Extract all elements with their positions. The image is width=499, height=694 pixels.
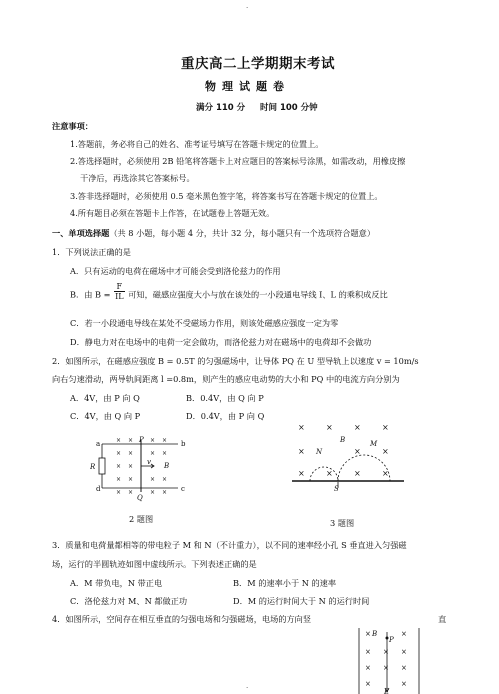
svg-text:×: ×	[383, 648, 389, 656]
fig3-label-S: S	[334, 485, 339, 493]
svg-text:×: ×	[150, 437, 156, 444]
svg-text:×: ×	[401, 680, 407, 688]
fig2-label-Q: Q	[137, 494, 143, 502]
q1-option-a: A．只有运动的电荷在磁场中才可能会受到洛伦兹力的作用	[70, 266, 281, 276]
q2-option-c: C．4V，由 Q 向 P	[70, 411, 141, 421]
svg-text:×: ×	[128, 437, 134, 444]
svg-text:×: ×	[401, 648, 407, 656]
q1-b-prefix: B．由 B =	[70, 289, 111, 300]
q1-option-b	[70, 282, 388, 305]
q1-option-c: C．若一小段通电导线在某处不受磁场力作用，则该处磁感应强度一定为零	[70, 318, 339, 328]
fig3-label-M: M	[370, 440, 378, 448]
svg-text:×: ×	[401, 664, 407, 672]
fig2-crosses	[116, 437, 170, 496]
svg-text:×: ×	[382, 447, 389, 456]
fig2-label-P: P	[139, 436, 144, 444]
header-dot: .	[246, 2, 249, 10]
svg-text:×: ×	[383, 664, 389, 672]
q3-option-a: A．M 带负电，N 带正电	[70, 578, 163, 588]
svg-text:×: ×	[150, 450, 156, 457]
q2-option-a: A．4V，由 P 向 Q	[70, 393, 140, 403]
exam-subtitle: 物理试题卷	[205, 80, 290, 93]
fig2-label-d: d	[96, 485, 101, 493]
figure-q3	[288, 420, 408, 495]
svg-text:×: ×	[128, 463, 134, 470]
note-2: 2.答选择题时，必须使用 2B 铅笔将答题卡上对应题目的答案标号涂黑，如需改动，用橡皮擦	[70, 156, 406, 166]
svg-text:×: ×	[365, 648, 371, 656]
svg-text:×: ×	[298, 447, 305, 456]
fig2-label-B: B	[164, 462, 170, 470]
figure-q3-caption: 3 题图	[330, 518, 355, 528]
notes-heading: 注意事项：	[52, 121, 93, 131]
q4-stem-line-1: 4．如图所示，空间存在相互垂直的匀强电场和匀强磁场，电场的方向竖	[52, 614, 312, 624]
time-info: 时间 100 分钟	[260, 103, 318, 113]
q1-stem: 1．下列说法正确的是	[52, 247, 131, 257]
q3-stem-line-1: 3．质量和电荷量都相等的带电粒子 M 和 N（不计重力），以不同的速率经小孔 S 垂直进入匀强磁	[52, 540, 407, 550]
section-1-heading	[52, 228, 375, 239]
svg-text:×: ×	[298, 469, 305, 478]
fig4-label-B: B	[372, 630, 378, 638]
svg-text:×: ×	[116, 437, 122, 444]
svg-text:×: ×	[128, 489, 134, 496]
q1-b-denominator: IL	[115, 292, 124, 301]
score-info: 满分 110 分	[196, 103, 246, 113]
fig2-label-c: c	[181, 485, 185, 493]
svg-text:×: ×	[162, 476, 168, 483]
svg-text:×: ×	[150, 489, 156, 496]
section-1-label: 一、单项选择题	[52, 228, 110, 238]
note-2-cont: 干净后，再选涂其它答案标号。	[80, 173, 195, 183]
q3-stem-line-2: 场，运行的半圆轨迹如图中虚线所示。下列表述正确的是	[52, 559, 257, 569]
svg-text:×: ×	[354, 447, 361, 456]
svg-text:×: ×	[382, 423, 389, 432]
svg-text:×: ×	[326, 423, 333, 432]
fig3-label-B: B	[340, 436, 346, 444]
q1-b-fraction	[114, 282, 124, 301]
q2-stem-line-1: 2．如图所示，在磁感应强度 B = 0.5T 的匀强磁场中，让导体 PQ 在 U 型导轨上以速度 v = 10m/s	[52, 356, 419, 366]
note-4: 4.所有题目必须在答题卡上作答，在试题卷上答题无效。	[70, 208, 275, 218]
fig3-crosses	[298, 423, 389, 478]
svg-text:×: ×	[116, 476, 122, 483]
q3-option-b: B．M 的速率小于 N 的速率	[233, 578, 337, 588]
svg-text:×: ×	[354, 469, 361, 478]
q3-option-c: C．洛伦兹力对 M、N 都做正功	[70, 596, 188, 606]
figure-q4	[355, 626, 423, 694]
q1-b-numerator: F	[114, 282, 124, 292]
figure-q2	[90, 434, 200, 504]
svg-text:×: ×	[326, 469, 333, 478]
svg-text:×: ×	[365, 630, 371, 638]
fig2-label-R: R	[90, 463, 96, 471]
fig3-label-N: N	[316, 448, 323, 456]
svg-text:×: ×	[128, 450, 134, 457]
q3-option-d: D．M 的运行时间大于 N 的运行时间	[233, 596, 370, 606]
fig4-label-E: E	[384, 688, 390, 694]
figure-q2-caption: 2 题图	[129, 514, 154, 524]
svg-text:×: ×	[365, 664, 371, 672]
exam-title: 重庆高二上学期期末考试	[181, 56, 335, 72]
fig2-label-v: v	[147, 458, 151, 466]
svg-text:×: ×	[162, 437, 168, 444]
fig2-label-a: a	[96, 440, 101, 448]
svg-text:×: ×	[128, 476, 134, 483]
section-1-desc: （共 8 小题，每小题 4 分，共计 32 分，每小题只有一个选项符合题意）	[109, 228, 376, 238]
q2-option-b: B．0.4V，由 Q 向 P	[186, 393, 264, 403]
svg-text:×: ×	[354, 423, 361, 432]
q1-option-d: D．静电力对在电场中的电荷一定会做功，而洛伦兹力对在磁场中的电荷却不会做功	[70, 337, 372, 347]
note-1: 1.答题前，务必将自己的姓名、准考证号填写在答题卡规定的位置上。	[70, 139, 324, 149]
svg-text:×: ×	[382, 469, 389, 478]
svg-text:×: ×	[116, 450, 122, 457]
svg-text:×: ×	[298, 423, 305, 432]
q1-b-suffix: 可知，磁感应强度大小与放在该处的一小段通电导线 I、L 的乘积成反比	[128, 289, 388, 300]
svg-text:×: ×	[401, 630, 407, 638]
svg-text:×: ×	[365, 680, 371, 688]
svg-text:×: ×	[162, 450, 168, 457]
footer-dot: .	[246, 682, 249, 690]
fig2-label-b: b	[181, 440, 186, 448]
q4-stem-tail: 直	[438, 614, 447, 624]
svg-text:×: ×	[116, 463, 122, 470]
svg-text:×: ×	[150, 476, 156, 483]
note-3: 3.答非选择题时，必须使用 0.5 毫米黑色签字笔，将答案书写在答题卡规定的位置上。	[70, 191, 383, 201]
q2-stem-line-2: 向右匀速滑动，两导轨间距离 l =0.8m，则产生的感应电动势的大小和 PQ 中的电流方向分别为	[52, 374, 400, 384]
fig4-label-P: P	[389, 636, 394, 644]
q2-option-d: D．0.4V，由 P 向 Q	[186, 411, 265, 421]
svg-text:×: ×	[116, 489, 122, 496]
svg-text:×: ×	[162, 489, 168, 496]
